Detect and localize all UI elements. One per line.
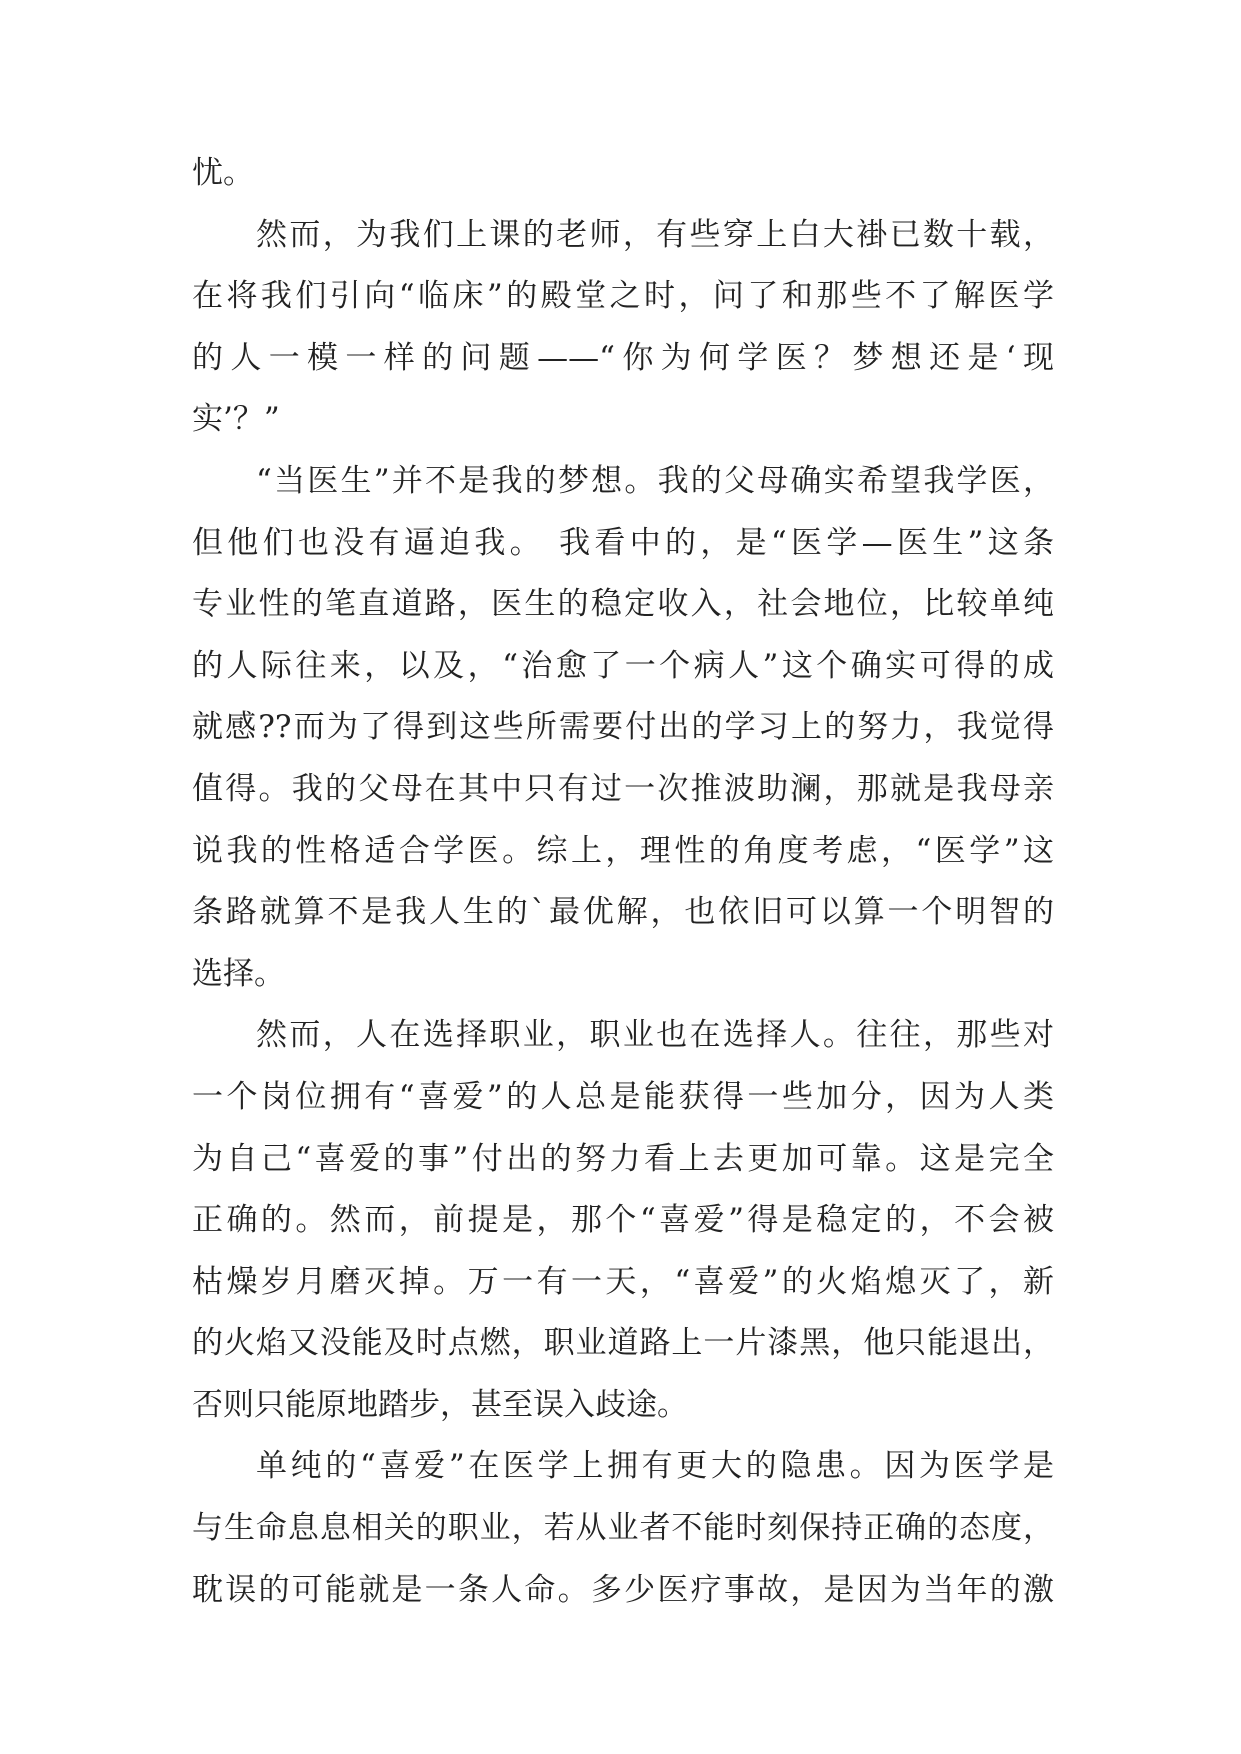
text-line: 枯燥岁月磨灭掉。万一有一天，“喜爱”的火焰熄灭了，新 — [192, 1263, 1054, 1300]
text-line: 一个岗位拥有“喜爱”的人总是能获得一些加分，因为人类 — [192, 1078, 1054, 1115]
text-line: 然而，人在选择职业，职业也在选择人。往往，那些对 — [256, 1017, 1054, 1054]
text-line: 的火焰又没能及时点燃，职业道路上一片漆黑，他只能退出， — [192, 1325, 1054, 1362]
text-line: 忧。 — [192, 155, 254, 191]
text-line: “当医生”并不是我的梦想。我的父母确实希望我学医， — [256, 462, 1054, 499]
text-line: 专业性的笔直道路，医生的稳定收入，社会地位，比较单纯 — [192, 586, 1054, 623]
text-line: 然而，为我们上课的老师，有些穿上白大褂已数十载， — [256, 216, 1054, 253]
text-line: 条路就算不是我人生的`最优解，也依旧可以算一个明智的 — [192, 894, 1054, 931]
text-line: 单纯的“喜爱”在医学上拥有更大的隐患。因为医学是 — [256, 1448, 1054, 1485]
text-line: 耽误的可能就是一条人命。多少医疗事故，是因为当年的激 — [192, 1571, 1054, 1608]
text-line: 否则只能原地踏步，甚至误入歧途。 — [192, 1386, 688, 1423]
text-line: 正确的。然而，前提是，那个“喜爱”得是稳定的，不会被 — [192, 1202, 1054, 1239]
text-line: 说我的性格适合学医。综上，理性的角度考虑，“医学”这 — [192, 832, 1054, 869]
text-line: 值得。我的父母在其中只有过一次推波助澜，那就是我母亲 — [192, 770, 1054, 807]
text-line: 但他们也没有逼迫我。 我看中的，是“医学—医生”这条 — [192, 524, 1054, 561]
text-line: 就感??而为了得到这些所需要付出的学习上的努力，我觉得 — [192, 709, 1054, 746]
text-line: 为自己“喜爱的事”付出的努力看上去更加可靠。这是完全 — [192, 1140, 1054, 1177]
text-line: 与生命息息相关的职业，若从业者不能时刻保持正确的态度， — [192, 1510, 1054, 1547]
text-line: 的人际往来，以及，“治愈了一个病人”这个确实可得的成 — [192, 647, 1054, 684]
text-line: 选择。 — [192, 955, 285, 992]
text-line: 的人一模一样的问题——“你为何学医？梦想还是‘现 — [192, 339, 1054, 376]
text-line: 实’？” — [192, 401, 280, 438]
text-line: 在将我们引向“临床”的殿堂之时，问了和那些不了解医学 — [192, 278, 1054, 315]
body-text — [192, 143, 1054, 1621]
